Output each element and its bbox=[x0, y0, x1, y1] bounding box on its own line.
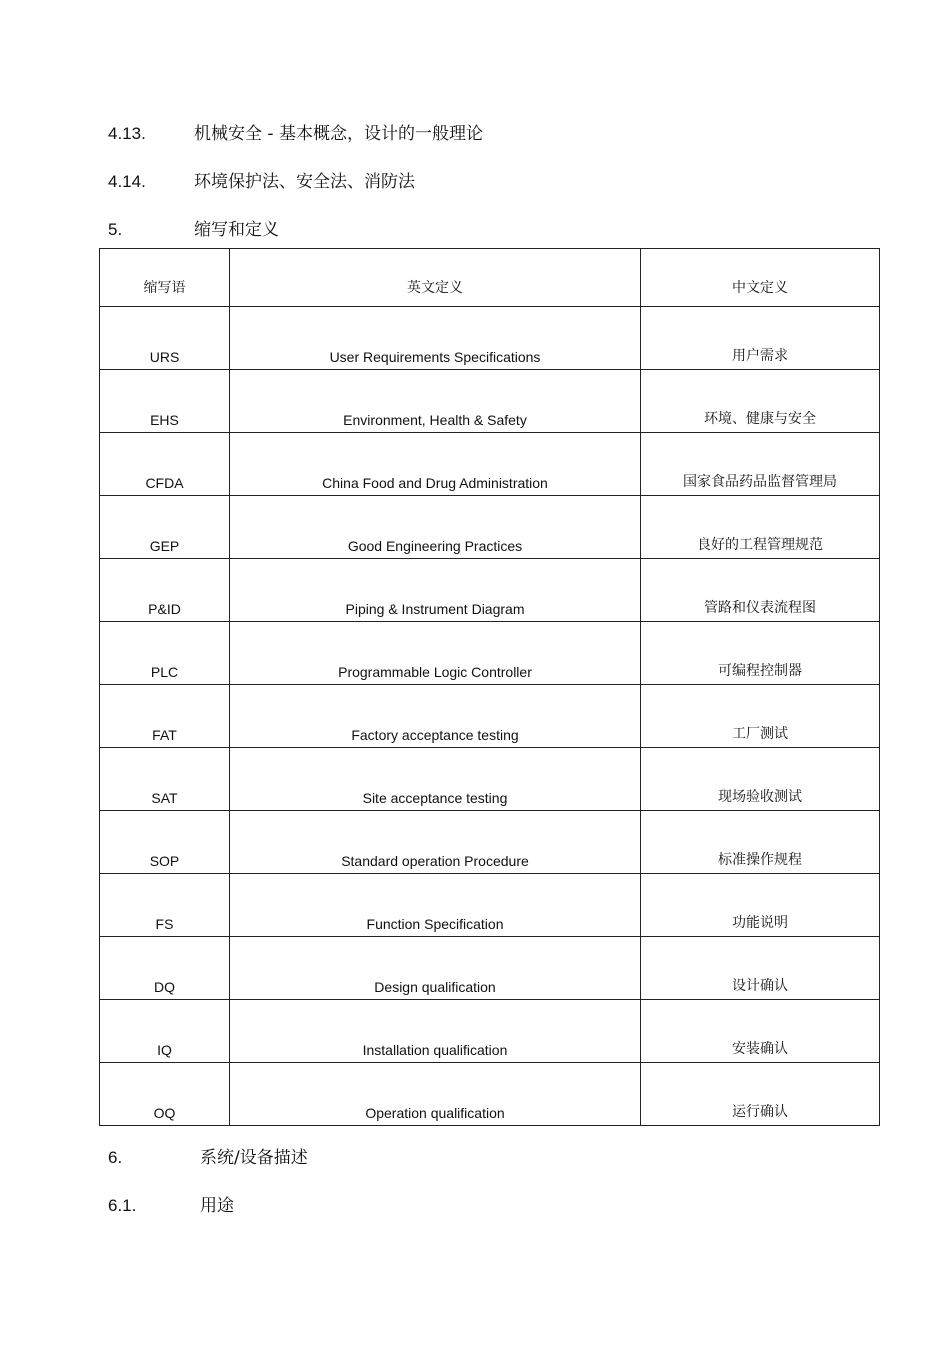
abbreviation-cell: DQ bbox=[100, 937, 230, 1000]
chinese-definition-cell: 标准操作规程 bbox=[641, 811, 880, 874]
english-definition-cell: Operation qualification bbox=[230, 1063, 641, 1126]
section-number: 6.1. bbox=[108, 1196, 137, 1215]
abbreviation-cell: GEP bbox=[100, 496, 230, 559]
table-row bbox=[100, 622, 880, 685]
section-title: 系统/设备描述 bbox=[200, 1148, 308, 1168]
abbreviation-cell: EHS bbox=[100, 370, 230, 433]
section-number: 6. bbox=[108, 1148, 123, 1167]
table-row bbox=[100, 433, 880, 496]
abbreviation-cell: CFDA bbox=[100, 433, 230, 496]
abbreviation-cell: FAT bbox=[100, 685, 230, 748]
abbreviation-cell: P&ID bbox=[100, 559, 230, 622]
english-definition-cell: Installation qualification bbox=[230, 1000, 641, 1063]
table-row bbox=[100, 370, 880, 433]
chinese-definition-cell: 功能说明 bbox=[641, 874, 880, 937]
english-definition-cell: Function Specification bbox=[230, 874, 641, 937]
section-title: 用途 bbox=[200, 1196, 234, 1216]
abbreviation-cell: IQ bbox=[100, 1000, 230, 1063]
header-english-definition: 英文定义 bbox=[230, 249, 641, 307]
chinese-definition-cell: 现场验收测试 bbox=[641, 748, 880, 811]
section-title: 环境保护法、安全法、消防法 bbox=[194, 172, 415, 192]
chinese-definition-cell: 良好的工程管理规范 bbox=[641, 496, 880, 559]
chinese-definition-cell: 安装确认 bbox=[641, 1000, 880, 1063]
chinese-definition-cell: 管路和仪表流程图 bbox=[641, 559, 880, 622]
chinese-definition-cell: 工厂测试 bbox=[641, 685, 880, 748]
abbreviation-cell: SAT bbox=[100, 748, 230, 811]
table-row bbox=[100, 748, 880, 811]
chinese-definition-cell: 运行确认 bbox=[641, 1063, 880, 1126]
table-row bbox=[100, 307, 880, 370]
table-row bbox=[100, 1000, 880, 1063]
table-header-row bbox=[100, 249, 880, 307]
section-title: 缩写和定义 bbox=[194, 220, 279, 240]
chinese-definition-cell: 设计确认 bbox=[641, 937, 880, 1000]
english-definition-cell: User Requirements Specifications bbox=[230, 307, 641, 370]
english-definition-cell: Design qualification bbox=[230, 937, 641, 1000]
table-row bbox=[100, 874, 880, 937]
chinese-definition-cell: 可编程控制器 bbox=[641, 622, 880, 685]
table-row bbox=[100, 1063, 880, 1126]
header-chinese-definition: 中文定义 bbox=[641, 249, 880, 307]
section-number: 5. bbox=[108, 220, 123, 239]
english-definition-cell: Standard operation Procedure bbox=[230, 811, 641, 874]
english-definition-cell: Programmable Logic Controller bbox=[230, 622, 641, 685]
abbreviation-cell: FS bbox=[100, 874, 230, 937]
english-definition-cell: Site acceptance testing bbox=[230, 748, 641, 811]
abbreviation-table bbox=[99, 248, 880, 1126]
chinese-definition-cell: 国家食品药品监督管理局 bbox=[641, 433, 880, 496]
english-definition-cell: Piping & Instrument Diagram bbox=[230, 559, 641, 622]
section-number: 4.13. bbox=[108, 124, 146, 143]
table-row bbox=[100, 496, 880, 559]
chinese-definition-cell: 用户需求 bbox=[641, 307, 880, 370]
abbreviation-cell: URS bbox=[100, 307, 230, 370]
table-row bbox=[100, 559, 880, 622]
english-definition-cell: Environment, Health & Safety bbox=[230, 370, 641, 433]
chinese-definition-cell: 环境、健康与安全 bbox=[641, 370, 880, 433]
abbreviation-cell: PLC bbox=[100, 622, 230, 685]
table-row bbox=[100, 811, 880, 874]
section-title: 机械安全 - 基本概念，设计的一般理论 bbox=[194, 124, 483, 144]
abbreviation-cell: OQ bbox=[100, 1063, 230, 1126]
header-abbreviation: 缩写语 bbox=[100, 249, 230, 307]
table-row bbox=[100, 937, 880, 1000]
english-definition-cell: China Food and Drug Administration bbox=[230, 433, 641, 496]
abbreviation-cell: SOP bbox=[100, 811, 230, 874]
english-definition-cell: Factory acceptance testing bbox=[230, 685, 641, 748]
table-row bbox=[100, 685, 880, 748]
english-definition-cell: Good Engineering Practices bbox=[230, 496, 641, 559]
section-number: 4.14. bbox=[108, 172, 146, 191]
